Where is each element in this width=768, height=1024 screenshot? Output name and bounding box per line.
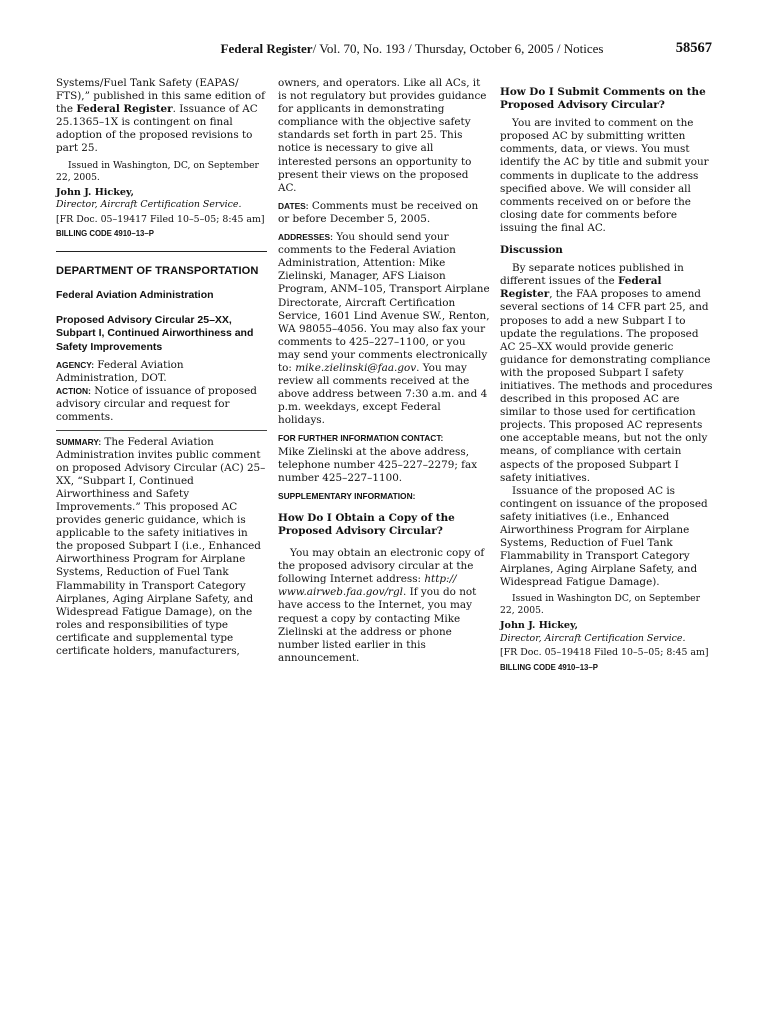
issuance-paragraph: Issuance of the proposed AC is contingent on issuance of the proposed safety initiatives (i.e., Enhanced Airworthiness Program for Airplane Systems, Reduction of Fuel Tank Flammability in Transport Category Airplanes, Aging Airplane Safety, and Widespread Fatigue Damage).: [500, 484, 708, 589]
summary-text: The Federal Aviation Administration invites public comment on proposed Advisory Circular (AC) 25–XX, “Subpart I, Continued Airworthiness and Safety Improvements.” This proposed AC provides generic guidance, which is applicable to the safety initiatives in the proposed Subpart I (i.e., Enhanced Airworthiness Program for Airplane Systems, Reduction of Fuel Tank Flammability in Transport Category Airplanes, Aging Airplane Safety, and Widespread Fatigue Damage), on the roles and responsibilities of type certificate and supplemental type certificate holders, manufacturers,: [56, 435, 266, 658]
action-paragraph: [56, 385, 267, 424]
contact-label: FOR FURTHER INFORMATION CONTACT:: [278, 433, 444, 444]
contact-label-line: [278, 432, 490, 445]
department-heading: DEPARTMENT OF TRANSPORTATION: [56, 265, 259, 278]
issued-line: Issued in Washington DC, on September 22, 2005.: [500, 593, 700, 617]
text-run: . Issuance of AC 25.1365–1X is contingent on final adoption of the proposed revisions to part 25.: [56, 103, 258, 155]
text-run: . If you do not have access to the Internet, you may request a copy by contacting Mike Zielinski at the address or phone number listed earlier in this announcement.: [278, 586, 477, 664]
summary-continued: owners, and operators. Like all ACs, it is not regulatory but provides guidance for applicants in demonstrating compliance with the objective safety standards set forth in part 25. This notice is necessary to give all interested persons an opportunity to present their views on the proposed AC.: [278, 77, 487, 194]
question-heading-submit: How Do I Submit Comments on the Proposed Advisory Circular?: [500, 86, 706, 112]
addresses-text: You should send your comments to the Federal Aviation Administration, Attention: Mike Zielinski, Manager, AFS Liaison Program, ANM–105, Transport Airplane Directorate, Aircraft Certification Service, 1601 Lind Avenue SW., Renton, WA 98055–4056. You may also fax your comments to 425–227–1100, or you may send your comments electronically to:: [278, 231, 490, 374]
journal-name: Federal Register: [220, 41, 313, 56]
column-3: [500, 77, 713, 673]
section-divider: [56, 251, 267, 252]
agency-paragraph: [56, 359, 267, 385]
column-2: [278, 77, 490, 665]
url-link[interactable]: http:// www.airweb.faa.gov/rgl: [278, 573, 457, 599]
discussion-heading: Discussion: [500, 244, 563, 257]
dates-paragraph: [278, 200, 490, 226]
question-heading-obtain: How Do I Obtain a Copy of the Proposed Advisory Circular?: [278, 511, 455, 537]
signer-title: Director, Aircraft Certification Service.: [56, 199, 242, 211]
text-run: , the FAA proposes to amend several sections of 14 CFR part 25, and proposes to add a new Subpart I to update the regulations. The proposed AC 25–XX would provide generic guidance for demonstrating compliance with the proposed Subpart I safety initiatives. The methods and procedures described in this proposed AC are similar to those used for certification projects. This proposed AC represents one acceptable means, but not the only means, of compliance with certain aspects of the proposed Subpart I safety initiatives.: [500, 288, 713, 484]
journal-name-inline: Federal Register: [76, 103, 173, 116]
issued-line: Issued in Washington, DC, on September 22, 2005.: [56, 159, 259, 183]
supplementary-label-line: [278, 490, 490, 503]
document-title: Proposed Advisory Circular 25–XX, Subpart I, Continued Airworthiness and Safety Improvements: [56, 313, 254, 353]
page-number: 58567: [675, 40, 712, 56]
billing-code: BILLING CODE 4910–13–P: [56, 229, 154, 239]
billing-code: BILLING CODE 4910–13–P: [500, 662, 598, 672]
dates-label: DATES:: [278, 200, 309, 211]
addresses-paragraph: [278, 231, 490, 427]
contact-text: Mike Zielinski at the above address, telephone number 425–227–2279; fax number 425–227–1100.: [278, 445, 478, 484]
submit-paragraph: You are invited to comment on the proposed AC by submitting written comments, data, or views. You must identify the AC by title and submit your comments in duplicate to the address specified above. We will consider all comments received on or before the closing date for comments before issuing the final AC.: [500, 117, 709, 234]
addresses-label: ADDRESSES:: [278, 232, 333, 243]
agency-label: AGENCY:: [56, 360, 94, 371]
fr-doc-line: [FR Doc. 05–19417 Filed 10–5–05; 8:45 am]: [56, 213, 265, 225]
action-text: Notice of issuance of proposed advisory circular and request for comments.: [56, 385, 257, 424]
journal-name-inline: Federal Register: [500, 275, 662, 301]
action-label: ACTION:: [56, 386, 91, 397]
agency-heading: Federal Aviation Administration: [56, 289, 214, 302]
addresses-text-end: . You may review all comments received at the above address between 7:30 a.m. and 4 p.m. weekdays, except Federal holidays.: [278, 361, 488, 427]
issue-line: / Vol. 70, No. 193 / Thursday, October 6, 2005 / Notices: [312, 41, 604, 56]
signer-title: Director, Aircraft Certification Service.: [500, 632, 686, 644]
email-link[interactable]: mike.zielinski@faa.gov: [295, 361, 417, 374]
continued-paragraph: [56, 77, 267, 156]
dates-text: Comments must be received on or before December 5, 2005.: [278, 199, 479, 225]
text-run: Systems/Fuel Tank Safety (EAPAS/ FTS),” published in this same edition of the: [56, 77, 265, 116]
text-run: By separate notices published in different issues of the: [500, 262, 684, 288]
supplementary-label: SUPPLEMENTARY INFORMATION:: [278, 490, 416, 501]
summary-label: SUMMARY:: [56, 436, 102, 447]
signer-name: John J. Hickey,: [56, 186, 134, 198]
signer-name: John J. Hickey,: [500, 620, 578, 632]
summary-divider: [56, 430, 267, 431]
agency-text: Federal Aviation Administration, DOT.: [56, 359, 184, 385]
obtain-paragraph: [278, 547, 490, 665]
fr-doc-line: [FR Doc. 05–19418 Filed 10–5–05; 8:45 am]: [500, 647, 709, 659]
discussion-paragraph: [500, 262, 713, 485]
column-1: [56, 77, 267, 658]
running-head: [172, 40, 652, 58]
text-run: You may obtain an electronic copy of the proposed advisory circular at the following Internet address:: [278, 547, 485, 586]
page-header: [56, 40, 712, 60]
summary-paragraph: [56, 436, 267, 659]
